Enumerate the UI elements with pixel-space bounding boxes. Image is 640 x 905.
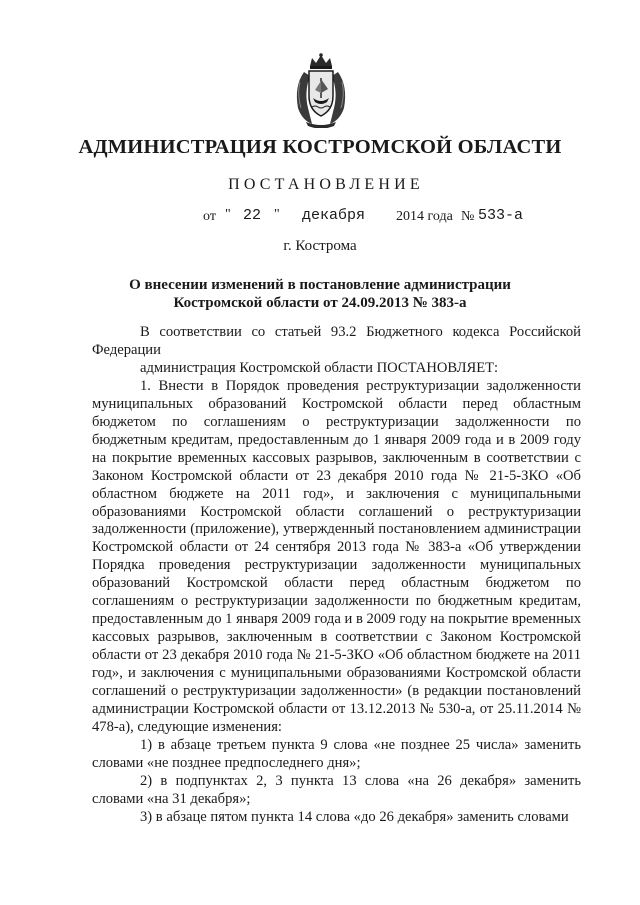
date-month: декабря bbox=[302, 207, 366, 224]
body-paragraph: 1. Внести в Порядок проведения реструктуризации задолженности муниципальных образований Костромской области перед областным бюджетом по соглашениям о реструктуризации задолженности по бюджетным кредитам, предоставленным до 1 января 2009 года и в 2009 году на покрытие временных кассовых разрывов, заключенным в соответствии с Законом Костромской области от 23 декабря 2010 года № 21-5-ЗКО «Об областном бюджете на 2011 год», и заключения с муниципальными образованиями Костромской области соглашений о реструктуризации задолженности (приложение), утвержденный постановлением администрации Костромской области от 24 сентября 2013 года № 383-а «Об утверждении Порядка проведения реструктуризации задолженности муниципальных образований Костромской области перед областным бюджетом по соглашениям о реструктуризации задолженности по бюджетным кредитам, предоставленным до 1 января 2009 года и в 2009 году на покрытие временных кассовых разрывов, заключенным в соответствии с Законом Костромской области от 23 декабря 2010 года № 21-5-ЗКО «Об областном бюджете на 2011 год», и заключения с муниципальными образованиями Костромской области соглашений о реструктуризации задолженности» (в редакции постановлений администрации Костромской области от 13.12.2013 № 530-а, от 25.11.2014 № 478-а), следующие изменения: bbox=[92, 377, 581, 735]
body-paragraph: администрация Костромской области ПОСТАНОВЛЯЕТ: bbox=[140, 359, 499, 376]
document-number: 533-а bbox=[478, 207, 524, 224]
body-paragraph: 3) в абзаце пятом пункта 14 слова «до 26 декабря» заменить словами bbox=[140, 808, 569, 825]
date-day: 22 bbox=[243, 207, 262, 224]
date-year: 2014 года bbox=[396, 209, 453, 224]
document-body bbox=[92, 324, 581, 827]
document-subject: О внесении изменений в постановление администрации Костромской области от 24.09.2013 № 383-а bbox=[129, 277, 511, 311]
date-number-line bbox=[0, 207, 640, 227]
body-paragraph: 1) в абзаце третьем пункта 9 слова «не позднее 25 числа» заменить словами «не позднее предпоследнего дня»; bbox=[92, 736, 581, 771]
date-from-label: от bbox=[203, 209, 216, 224]
date-quote-close: " bbox=[274, 207, 280, 222]
date-quote-open: " bbox=[225, 207, 231, 222]
number-sign: № bbox=[461, 209, 475, 224]
document-type: ПОСТАНОВЛЕНИЕ bbox=[228, 176, 424, 193]
body-paragraph: 2) в подпунктах 2, 3 пункта 13 слова «на 26 декабря» заменить словами «на 31 декабря»; bbox=[92, 772, 581, 807]
body-paragraph: В соответствии со статьей 93.2 Бюджетного кодекса Российской Федерации bbox=[92, 324, 581, 358]
coat-of-arms-emblem bbox=[290, 52, 352, 128]
city-label: г. Кострома bbox=[283, 238, 357, 254]
organization-title: АДМИНИСТРАЦИЯ КОСТРОМСКОЙ ОБЛАСТИ bbox=[78, 136, 562, 158]
